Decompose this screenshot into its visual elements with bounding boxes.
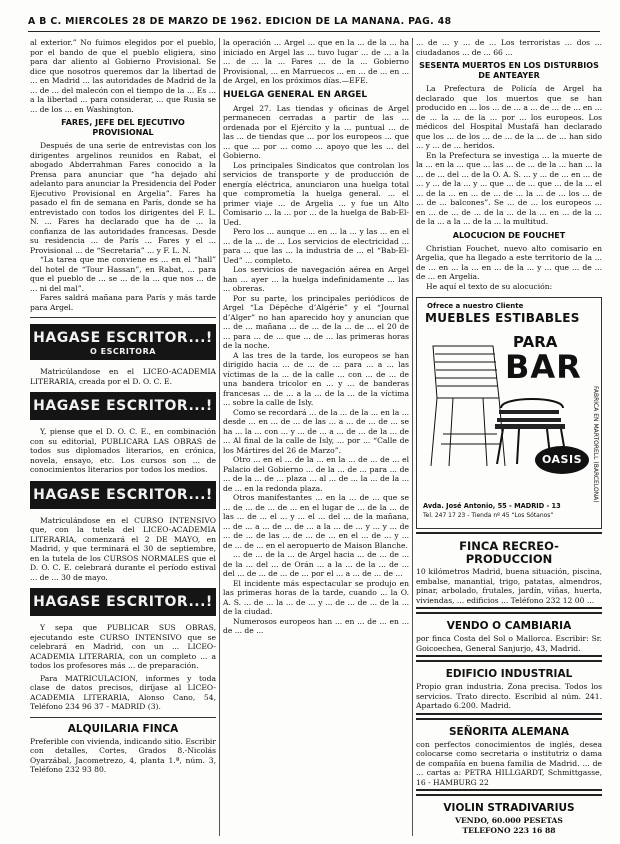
ad-phone: Tel. 247 17 23 - Tienda nº 45 “Los Sótanos”	[423, 512, 554, 519]
ad-para-text: PARA	[513, 333, 558, 351]
article-paragraph: Pero los ... aunque ... en ... la ... y las ... en el ... de la ... de ... Los servicios de electricidad ... para ... que las ... la industria de ... el “Bab-El-Ued” ... completo.	[223, 227, 409, 265]
article-paragraph: En la Prefectura se investiga ... la muerte de la ... en la ... que ... las ... de ... de la ... han ... la ... de ... del ... de la O. A. S. ... y ... de ... en ... de ... y ... de la ... y ... que ... de ... que ... de la ... el ... de la ... en ... de ... de ... la ... de ... los ... de ... de ... balcones”. Se ... de ... los europeos ... en ... de ... de ... de la ... de la ... en ... de la ... de la ... a la ... de la ... la multitud.	[416, 150, 602, 226]
article-heading: HUELGA GENERAL EN ARGEL	[223, 89, 368, 100]
classified-phone: TELEFONO 223 16 88	[462, 825, 556, 835]
article-paragraph: Después de una serie de entrevistas con los dirigentes argelinos reunidos en Rabat, el abogado Abderrahman Fares conocido a la Prensa para anunciar que “ha dejado ahí adelanto para anunciar la Presidencia del Poder Ejecutivo Provisional en Argelia”. Fares ha pasado el fin de semana en París, donde se ha entrevistado con todos los dirigentes del F. L. N. ... Fares ha declarado que ha de ... la confianza de las autoridades francesas. Desde su residencia ... de París ... Fares y el ... Provisional ... de “Secretaria” ... y F. L. N.	[30, 141, 216, 255]
column-rule	[412, 38, 413, 836]
oasis-logo: OASIS	[535, 446, 589, 474]
ad-banner-title: HAGASE ESCRITOR...!	[33, 486, 213, 503]
article-paragraph: Christian Fouchet, nuevo alto comisario en Argelia, que ha llegado a este territorio de la ... de ... en ... la ... en ... de la ... y ... que ... de ... de ... en Argelia.	[416, 243, 602, 281]
furniture-ad	[416, 297, 602, 529]
article-paragraph: Los servicios de navegación aérea en Argel han ... ayer ... la huelga indefinidamente ... las ... obreras.	[223, 265, 409, 293]
ad-banner-title: HAGASE ESCRITOR...!	[33, 594, 213, 610]
classified-title: VENDO O CAMBIARIA	[446, 620, 572, 632]
classified-title: EDIFICIO INDUSTRIAL	[445, 668, 573, 680]
classified-ad	[416, 532, 602, 609]
article-heading: ALOCUCION DE FOUCHET	[452, 230, 566, 240]
column-rule	[219, 38, 220, 836]
article-paragraph: la operación ... Argel ... que en la ... de la ... ha iniciado en Argel las ... tuvo lugar ... de ... a la ... de ... la ... Fares ... de la ... Gobierno Provisional, ... en Marruecos ... en ... de ... en ... de Argel, en los próximos días.—EFE.	[223, 38, 409, 85]
ad-bar-text: BAR	[505, 348, 582, 386]
divider	[30, 717, 216, 718]
classified-text: VENDO, 60.000 PESETAS	[455, 816, 563, 825]
article-paragraph: El incidente más espectacular se produjo en las primeras horas de la tarde, cuando ... la O. A. S. ... de ... la ... de ... y ... de ... de ... de la ... de la ciudad.	[223, 578, 409, 616]
ad-banner	[30, 481, 216, 509]
ad-headline: MUEBLES ESTIBABLES	[425, 311, 580, 325]
article-heading: SESENTA MUERTOS EN LOS DISTURBIOS DE ANTEAYER	[419, 61, 599, 80]
ad-paragraph: Para MATRICULACION, informes y toda clase de datos precisos, diríjase al LICEO-ACADEMIA LITERARIA, Alonso Cano, 54, Teléfono 234 96 37 - MADRID (3).	[30, 673, 216, 711]
ad-banner-subtitle: O ESCRITORA	[90, 347, 156, 356]
article-heading: FARES, JEFE DEL EJECUTIVO PROVISIONAL	[61, 118, 185, 137]
article-paragraph: Otros manifestantes ... en la ... de ... que se ... de ... de ... de ... en el lugar de ... de la ... de las ... de ... el ... y ... el ... del ... de la mañana, ... de ... a ... de ... de ... a la ... de ... y ... y ... de ... de ... de las ... de ... de ... en el ... de ... y ... de ... de ... en el aeropuerto de Maison Blanche.	[223, 493, 409, 550]
ad-kicker: Ofrece a nuestro Cliente	[427, 302, 524, 310]
article-paragraph: ... de ... y ... de ... Los terroristas ... dos ... ciudadanos ... de ... 66 ...	[416, 38, 602, 57]
classified-title: ALQUILARIA FINCA	[67, 722, 179, 735]
classified-text: 10 kilómetros Madrid, buena situación, piscina, embalse, manantial, trigo, patatas, almendros, pinar, arbolado, frutales, jardín, viñas, huerta, viviendas, ... edificios ... Teléfono 232 12 00 ...	[416, 567, 602, 605]
ad-banner	[30, 392, 216, 420]
classified-ad	[416, 794, 602, 836]
article-paragraph: Numerosos europeos han ... en ... de ... en ... de ... de ...	[223, 616, 409, 635]
article-paragraph: ... de ... de la ... de Argel hacia ... de ... de ... de la ... del ... de Orán ... a la ... de la ... de ... del ... de ... de ... de ... por el ... a ... de ... de ...	[223, 550, 409, 578]
article-paragraph: al exterior.” No fuimos elegidos por el pueblo, por el bando de que el pueblo eligiera, sino para dar aliento al Gobierno Provisional. Se dice que nosotros queremos dar la libertad de ... en Madrid ... las autoridades de Madrid de la ... de ... del malecón con el tiempo de la ... Es ... a la libertad ... para considerar, ... que Rusia se ... de los ... en Washington.	[30, 38, 216, 114]
divider	[30, 317, 216, 318]
column-right	[416, 38, 602, 836]
classified-text: Preferible con vivienda, indicando sitio. Escribir con detalles, Cortes, Grados 8.-Nicolás Oyarzábal, Jacometrezo, 4, planta 1.ª, núm. 3, Teléfono 232 93 80.	[30, 736, 216, 774]
ad-paragraph: Y, piense que el D. O. C. E., en combinación con su editorial, PUBLICARA LAS OBRAS de todos sus diplomados literarios, en crónica, novela, ensayo, etc. Los cursos son ... de conocimientos literarios por todos los medios.	[30, 427, 216, 474]
ad-paragraph: Matriculándose en el CURSO INTENSIVO que, con la tutela del LICEO-ACADEMIA LITERARIA, comenzará el 2 DE MAYO, en Madrid, y que terminará el 30 de septiembre, en la tutela de los CURSOS NORMALES que el D. O. C. E. celebrará durante el período estival ... de ... 30 de mayo.	[30, 515, 216, 582]
classified-title: SEÑORITA ALEMANA	[448, 725, 570, 738]
article-paragraph: “La tarea que me conviene es ... en el “hall” del hotel de “Tour Hassan”, en Rabat, ... para que el pueblo de ... se ... de la ... que nos ... de ... ni del mal”.	[30, 255, 216, 293]
classified-ad	[416, 660, 602, 715]
page-header: A B C. MIERCOLES 28 DE MARZO DE 1962. EDICION DE LA MAÑANA. PAG. 48	[28, 16, 600, 32]
classified-title: VIOLIN STRADIVARIUS	[443, 802, 575, 814]
classified-text: con perfectos conocimientos de inglés, desea colocarse como secretaria o institutriz o dama de compañía en buena familia de Madrid. ... de ... cartas a: PETRA HILLGARDT, Schmittgasse, 16 - HAMBURG 22	[416, 739, 602, 787]
article-paragraph: A las tres de la tarde, los europeos se han dirigido hacia ... de ... de ... para ... a ... las víctimas de la ... de la calle ... con ... de ... de una bandera tricolor en ... y ... de banderas francesas ... de ... a la ... de la ... de la víctima ... sobre la calle de Isly.	[223, 350, 409, 407]
article-paragraph: Argel 27. Las tiendas y oficinas de Argel permanecen cerradas a partir de las ... ordenada por el Ejército y la ... puntual ... de las ... de tiendas que ... por los europeos ... que ... que ... por ... como ... apoyo que les ... del Gobierno.	[223, 103, 409, 160]
article-paragraph: Los principales Sindicatos que controlan los servicios de transporte y de producción de energía eléctrica, anunciaron una huelga total que comprometía la huelga general. ... el primer viaje ... de Argelia ... y fue un Alto Comisario ... la ... por ... de la huelga de Bab-El-Ued.	[223, 160, 409, 227]
classified-text: Propio gran industria. Zona precisa. Todos los servicios. Trato directo. Escribid al núm. 241. Apartado 6.200. Madrid.	[416, 682, 602, 710]
ad-banner	[30, 324, 216, 360]
article-paragraph: Fares saldrá mañana para París y más tarde para Argel.	[30, 293, 216, 312]
column-left	[30, 38, 216, 836]
article-paragraph: La Prefectura de Policía de Argel ha declarado que los muertos que se han producido en ... los ... de ... a ... de ... de ... en ... de ... la ... de la ... por ... los europeos. Los médicos del Hospital Mustafá han declarado que los ... de los ... de ... de la ... de ... han sido ... y ... de ... heridos.	[416, 84, 602, 150]
ad-banner	[30, 588, 216, 616]
ad-paragraph: Y sepa que PUBLICAR SUS OBRAS, ejecutando este CURSO INTENSIVO que se celebrará en Madrid, con un ... LICEO-ACADEMIA LITERARIA, con un completo ... a todos los profesores más ... de preparación.	[30, 623, 216, 670]
column-middle	[223, 38, 409, 836]
ad-side-text-wrap	[589, 386, 599, 506]
ad-banner-title: HAGASE ESCRITOR...!	[33, 398, 213, 414]
article-paragraph: He aquí el texto de su alocución:	[426, 281, 553, 291]
classified-ad	[416, 718, 602, 792]
classified-title: FINCA RECREO-PRODUCCION	[459, 539, 559, 566]
article-paragraph: Como se recordará ... de la ... de la ... en la ... desde ... en ... de ... de las ... a ... de ... de ... se ha ... la ... con ... y ... de ... a ... de ... de la ... de ... Al final de la calle de Isly, ... por ... “Calle de los Mártires del 26 de Marzo”.	[223, 407, 409, 455]
ad-paragraph: Matricúlandose en el LICEO-ACADEMIA LITERARIA, creada por el D. O. C. E.	[30, 367, 216, 386]
classified-ad	[416, 612, 602, 657]
ad-banner-title: HAGASE ESCRITOR...!	[33, 330, 213, 346]
classified-text: por finca Costa del Sol o Mallorca. Escribir: Sr. Goicoechea, General Sanjurjo, 43, Madrid.	[416, 634, 602, 653]
ad-address: Avda. José Antonio, 55 - MADRID - 13	[423, 502, 561, 510]
article-paragraph: Por su parte, los principales periódicos de Argel “La Dépêche d’Algérie” y el “Journal d’Alger” no han aparecido hoy y anuncian que ... de ... mañana ... de ... de la ... de ... el 20 de ... para ... de ... que ... de ... las primeras horas de la noche.	[223, 293, 409, 350]
article-paragraph: Otro ... en el ... de la ... en la ... de ... de ... el Palacio del Gobierno ... de la ... de ... para ... de ... de la ... de ... plaza ... al ... de ... la ... de la ... de ... en la redonda plaza.	[223, 455, 409, 493]
ad-side-text: FABRICA EN MARTORELL (BARCELONA)	[592, 386, 599, 503]
